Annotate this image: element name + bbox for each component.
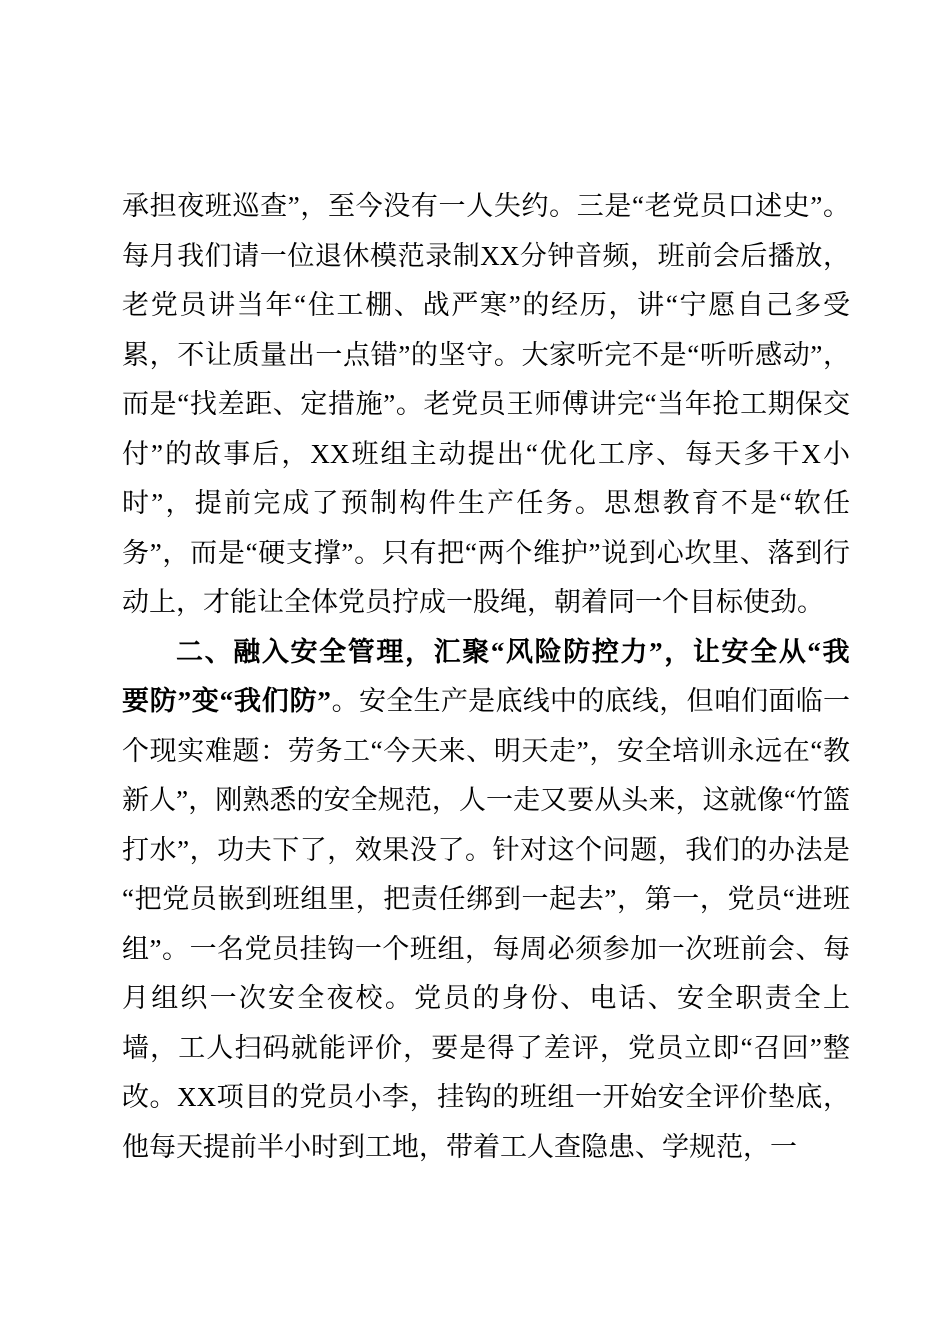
paragraph-section-two	[122, 628, 850, 1173]
section-two-heading: 二、融入安全管理，汇聚“风险防控力”，让安全从“我要防”变“我们防”	[122, 636, 850, 716]
paragraph-continued-from-previous-page: 承担夜班巡查”，至今没有一人失约。三是“老党员口述史”。每月我们请一位退休模范录制XX分钟音频，班前会后播放，老党员讲当年“住工棚、战严寒”的经历，讲“宁愿自己多受累，不让质量出一点错”的坚守。大家听完不是“听听感动”，而是“找差距、定措施”。老党员王师傅讲完“当年抢工期保交付”的故事后，XX班组主动提出“优化工序、每天多干X小时”，提前完成了预制构件生产任务。思想教育不是“软任务”，而是“硬支撑”。只有把“两个维护”说到心坎里、落到行动上，才能让全体党员拧成一股绳，朝着同一个目标使劲。	[122, 191, 850, 617]
section-two-body: 。安全生产是底线中的底线，但咱们面临一个现实难题：劳务工“今天来、明天走”，安全培训永远在“教新人”，刚熟悉的安全规范，人一走又要从头来，这就像“竹篮打水”，功夫下了，效果没了。针对这个问题，我们的办法是“把党员嵌到班组里，把责任绑到一起去”，第一，党员“进班组”。一名党员挂钩一个班组，每周必须参加一次班前会、每月组织一次安全夜校。党员的身份、电话、安全职责全上墙，工人扫码就能评价，要是得了差评，党员立即“召回”整改。XX项目的党员小李，挂钩的班组一开始安全评价垫底，他每天提前半小时到工地，带着工人查隐患、学规范，一	[122, 686, 851, 1162]
